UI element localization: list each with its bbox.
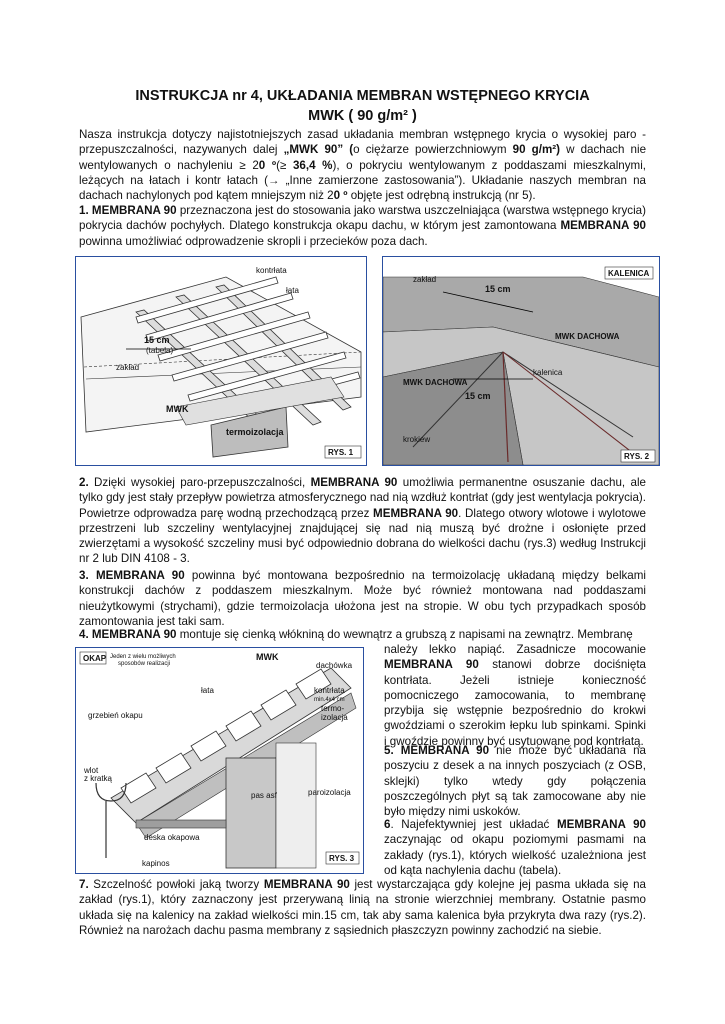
fig3-wlot-label1: wlot: [84, 766, 99, 775]
document-title: INSTRUKCJA nr 4, UKŁADANIA MEMBRAN WSTĘPNEGO KRYCIA: [135, 88, 590, 104]
paragraph-4: 4. MEMBRANA 90 montuje się cienką włókniną do wewnątrz a grubszą z napisami na zewnątrz. Membranę: [79, 628, 633, 641]
fig2-zaklad-label: zakład: [413, 275, 437, 284]
fig3-lata-label: łata: [201, 686, 214, 695]
fig2-mwk2-label: MWK DACHOWA: [403, 378, 468, 387]
document-subtitle: MWK ( 90 g/m² ): [308, 108, 417, 124]
fig3-okap-note2: sposobów realizacji: [118, 661, 171, 667]
fig3-okap-note1: Jeden z wielu możliwych: [110, 654, 176, 660]
fig3-grzebien-label: grzebień okapu: [88, 711, 143, 720]
fig2-rys-label: RYS. 2: [624, 452, 650, 461]
paragraph-1: 1. MEMBRANA 90 przeznaczona jest do stosowania jako warstwa uszczelniająca (warstwa wstępnego krycia) pokrycia dachów pochyłych. Dlatego konstrukcja okapu dachu, w którym jest zamontowana MEMBRANA 90 powinna umożliwiać odprowadzenie skropli i przecieków poza dach.: [79, 204, 646, 248]
paragraph-6: 6. Najefektywniej jest układać MEMBRANA 90 zaczynając od okapu poziomymi pasmami na zakłady (rys.1), których wielkość uzależniona jest od kąta nachylenia dachu (tabela).: [384, 818, 646, 877]
fig3-mwk-label: MWK: [256, 652, 279, 662]
fig3-rys-label: RYS. 3: [329, 854, 355, 863]
fig3-kontrlata-label2: min.4x4 cm: [314, 697, 345, 703]
paragraph-7: 7. Szczelność powłoki jaką tworzy MEMBRANA 90 jest wystarczająca gdy kolejne jej pasma układa się na zakład (rys.1), który zaznaczony jest przerywaną linią na stronie wierzchniej membrany. Ostatnie pasmo układa się na kalenicy na zakład wielkości min.15 cm, tak aby sama kalenica była przykryta dwa razy (rys.2). Również na narożach dachu pasma membrany z sąsiednich płaszczyzn powinny zachodzić na siebie.: [79, 878, 646, 937]
fig3-termo-label1: termo-: [321, 704, 345, 713]
fig2-dim2-label: 15 cm: [465, 391, 491, 401]
figure-2: [382, 256, 660, 466]
fig1-lata-label: łata: [286, 286, 299, 295]
fig1-zaklad-label: zakład: [116, 363, 140, 372]
paragraph-3: 3. MEMBRANA 90 powinna być montowana bezpośrednio na termoizolację układaną między belkami konstrukcji dachów z poddaszem mieszkalnym. Może być również montowana nad poddaszami nieużytkowymi (strychami), gdzie termoizolacja ułożona jest na stropie. W obu tych przypadkach sposób zamontowania jest taki sam.: [79, 569, 646, 628]
fig2-mwk1-label: MWK DACHOWA: [555, 332, 620, 341]
fig1-mwk-label: MWK: [166, 404, 189, 414]
paragraph-4-cont: należy lekko napiąć. Zasadnicze mocowanie MEMBRANA 90 stanowi dobrze dociśnięta kontrłata. Jeżeli istnieje konieczność pomocniczego zamocowania, to membranę przybija się wstępnie bezpośrednio do krokwi gwoździami o szerokim łepku lub spinkami. Spinki i gwoździe powinny być usytuowane pod kontrłatą.: [384, 643, 646, 748]
fig2-krokiew-label: krokiew: [403, 435, 431, 444]
paragraph-2: 2. Dzięki wysokiej paro-przepuszczalności, MEMBRANA 90 umożliwia permanentne osuszanie dachu, ale tylko gdy jest stały przepływ powietrza atmosferycznego nad nią wzdłuż kontrłat (gdy jest wentylacja pokrycia). Powietrze odprowadza parę wodną przechodzącą przez MEMBRANA 90. Dlatego otwory wlotowe i wylotowe przestrzeni lub szczeliny wentylacyjnej znajdującej się nad nią muszą być drożne i osłonięte przed zwierzętami a wysokość szczeliny musi być odpowiednio dobrana do wielkości dachu (rys.3) według Instrukcji nr 2 lub DIN 4108 - 3.: [79, 476, 646, 566]
fig3-okap-tag: OKAP: [83, 654, 107, 663]
figure-1: [75, 256, 367, 466]
fig3-wlot-label2: z kratką: [84, 774, 113, 783]
fig3-kontrlata-label1: kontrłata: [314, 686, 345, 695]
fig2-kalenica-label: kalenica: [533, 368, 563, 377]
paragraph-5: 5. MEMBRANA 90 nie może być układana na poszyciu z desek a na innych poszyciach (z OSB, sklejki) tylko wtedy gdy połączenia poszczególnych płyt są tak zamocowane aby nie było między nimi uskoków.: [384, 744, 646, 819]
fig2-kalenica-tag: KALENICA: [608, 269, 650, 278]
figure-1-drawing: [76, 257, 366, 465]
figure-3-drawing: [76, 648, 363, 873]
fig3-termo-label2: izolacja: [321, 713, 348, 722]
fig1-kontrlata-label: kontrłata: [256, 266, 287, 275]
fig1-dim-label: 15 cm: [144, 335, 170, 345]
fig1-tabela-label: (tabela): [146, 346, 174, 355]
fig1-rys-label: RYS. 1: [328, 448, 354, 457]
fig3-kapinos-label: kapinos: [142, 859, 170, 868]
fig2-dim1-label: 15 cm: [485, 284, 511, 294]
figure-2-drawing: [383, 257, 659, 465]
intro-paragraph: Nasza instrukcja dotyczy najistotniejszych zasad układania membran wstępnego krycia o wysokiej paro - przepuszczalności, nazywanych dalej „MWK 90” (o ciężarze powierzchniowym 90 g/m²) w dachach nie wentylowanych o nachyleniu ≥ 20 º(≥ 36,4 %), o pokryciu wentylowanym z poddaszami mieszkalnymi, leżących na łatach i kontr łatach (→ „Inne zamierzone zastosowania”). Układanie naszych membran na dachach nachylonych pod kątem mniejszym niż 20 º objęte jest odrębną instrukcją (nr 5).: [79, 128, 647, 203]
fig3-pas-label: pas asf: [251, 791, 277, 800]
figure-3: [75, 647, 364, 874]
fig3-deska-label: deska okapowa: [144, 833, 200, 842]
fig3-dachowka-label: dachówka: [316, 661, 353, 670]
fig3-paroizolacja-label: paroizolacja: [308, 788, 351, 797]
fig1-termo-label: termoizolacja: [226, 427, 284, 437]
